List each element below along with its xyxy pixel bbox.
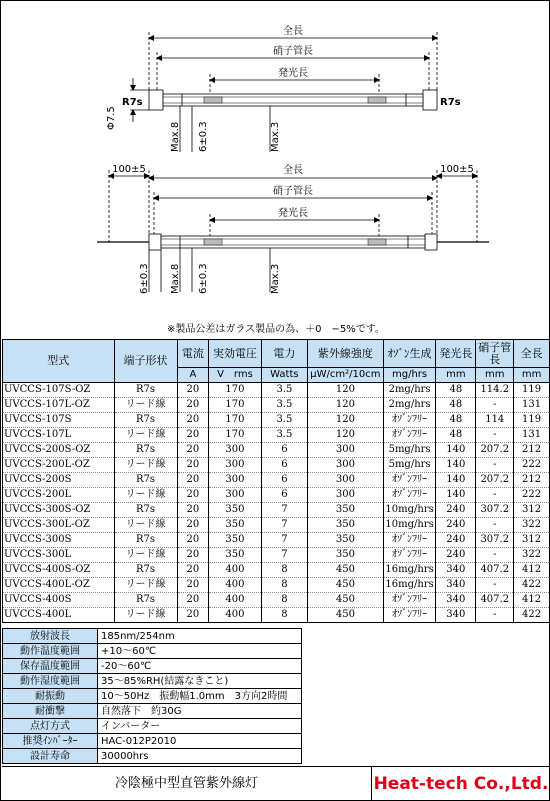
cell-power: 8 (261, 608, 307, 623)
table-row (3, 533, 550, 548)
emission-length-label-top: 発光長 (278, 68, 308, 79)
spec-value: HAC-012P2010 (98, 734, 302, 749)
max3-label-bottom: Max.3 (270, 263, 281, 294)
spec-value: 30000hrs (98, 749, 302, 764)
cell-power: 6 (261, 473, 307, 488)
cell-voltage: 350 (209, 548, 262, 563)
cell-power: 6 (261, 443, 307, 458)
cell-emission-length: 140 (436, 488, 476, 503)
cell-glass-length: 307.2 (476, 533, 514, 548)
cell-current: 20 (177, 473, 209, 488)
spec-label: 推奨ｲﾝﾊﾞｰﾀｰ (3, 734, 98, 749)
lead-left-label: 100±5 (112, 164, 146, 175)
cell-glass-length: 407.2 (476, 593, 514, 608)
cell-terminal: リード線 (114, 488, 177, 503)
cell-terminal: R7s (114, 563, 177, 578)
cell-emission-length: 340 (436, 578, 476, 593)
cell-model: UVCCS-400L-OZ (3, 578, 115, 593)
cell-power: 7 (261, 503, 307, 518)
cell-total-length: 119 (514, 383, 550, 398)
cell-model: UVCCS-300S (3, 533, 115, 548)
cell-model: UVCCS-200L (3, 488, 115, 503)
spec-label: 耐衝撃 (3, 704, 98, 719)
cell-emission-length: 340 (436, 593, 476, 608)
cell-uv-intensity: 120 (308, 413, 384, 428)
cell-voltage: 170 (209, 398, 262, 413)
cell-power: 3.5 (261, 383, 307, 398)
tolerance-label-bottom-b: 6±0.3 (198, 263, 209, 294)
cell-glass-length: 114 (476, 413, 514, 428)
tolerance-note: ※製品公差はガラス製品の為、＋0 −5%です。 (167, 324, 385, 335)
table-row (3, 428, 550, 443)
cell-power: 8 (261, 593, 307, 608)
cell-terminal: リード線 (114, 398, 177, 413)
cell-current: 20 (177, 458, 209, 473)
base-right-label: R7s (440, 97, 461, 108)
cell-total-length: 222 (514, 488, 550, 503)
table-header-row (3, 340, 550, 368)
cell-terminal: リード線 (114, 608, 177, 623)
cell-emission-length: 48 (436, 413, 476, 428)
cell-current: 20 (177, 533, 209, 548)
cell-glass-length: - (476, 428, 514, 443)
table-row (3, 443, 550, 458)
cell-glass-length: 207.2 (476, 443, 514, 458)
cell-current: 20 (177, 578, 209, 593)
cell-power: 6 (261, 458, 307, 473)
cell-voltage: 300 (209, 473, 262, 488)
cell-emission-length: 240 (436, 533, 476, 548)
cell-terminal: R7s (114, 383, 177, 398)
table-row (3, 398, 550, 413)
cell-glass-length: - (476, 548, 514, 563)
cell-emission-length: 140 (436, 473, 476, 488)
cell-total-length: 212 (514, 473, 550, 488)
cell-uv-intensity: 120 (308, 428, 384, 443)
cell-uv-intensity: 350 (308, 533, 384, 548)
cell-uv-intensity: 350 (308, 548, 384, 563)
unit-current: A (177, 368, 209, 383)
cell-total-length: 412 (514, 563, 550, 578)
cell-glass-length: 114.2 (476, 383, 514, 398)
cell-model: UVCCS-107L-OZ (3, 398, 115, 413)
cell-terminal: リード線 (114, 458, 177, 473)
cell-model: UVCCS-400L (3, 608, 115, 623)
cell-voltage: 170 (209, 413, 262, 428)
cell-voltage: 300 (209, 443, 262, 458)
cell-voltage: 350 (209, 518, 262, 533)
max8-label-top: Max.8 (170, 121, 181, 152)
spec-label: 動作湿度範囲 (3, 674, 98, 689)
cell-ozone: ｵｿﾞﾝﾌﾘｰ (383, 593, 436, 608)
cell-voltage: 400 (209, 593, 262, 608)
cell-total-length: 131 (514, 428, 550, 443)
table-row (3, 548, 550, 563)
spec-value: +10〜60℃ (98, 644, 302, 659)
cell-current: 20 (177, 518, 209, 533)
cell-current: 20 (177, 503, 209, 518)
model-spec-table (2, 339, 550, 623)
cell-glass-length: - (476, 518, 514, 533)
cell-ozone: ｵｿﾞﾝﾌﾘｰ (383, 533, 436, 548)
cell-uv-intensity: 120 (308, 383, 384, 398)
glass-length-label-bottom: 硝子管長 (273, 186, 313, 197)
cell-model: UVCCS-300L (3, 548, 115, 563)
spec-value: インバーター (98, 719, 302, 734)
cell-voltage: 170 (209, 428, 262, 443)
lamp-dimension-drawing (2, 2, 550, 322)
cell-ozone: 10mg/hrs (383, 518, 436, 533)
spec-value: 自然落下 約30G (98, 704, 302, 719)
col-header-uv-intensity: 紫外線強度 (308, 340, 384, 368)
spec-row (3, 689, 302, 704)
cell-glass-length: - (476, 608, 514, 623)
unit-ozone: mg/hrs (383, 368, 436, 383)
glass-length-label-top: 硝子管長 (273, 46, 313, 57)
cell-emission-length: 48 (436, 383, 476, 398)
cell-model: UVCCS-107L (3, 428, 115, 443)
cell-total-length: 212 (514, 443, 550, 458)
cell-ozone: ｵｿﾞﾝﾌﾘｰ (383, 473, 436, 488)
spec-row (3, 734, 302, 749)
cell-glass-length: - (476, 458, 514, 473)
unit-power: Watts (261, 368, 307, 383)
product-title: 冷陰極中型直管紫外線灯 (2, 767, 372, 801)
cell-emission-length: 140 (436, 458, 476, 473)
unit-total-length: mm (514, 368, 550, 383)
table-row (3, 563, 550, 578)
col-header-glass-length: 硝子管長 (476, 340, 514, 368)
unit-glass-length: mm (476, 368, 514, 383)
table-row (3, 503, 550, 518)
spec-row (3, 674, 302, 689)
company-logo: Heat-tech Co.,Ltd. (373, 774, 549, 794)
tolerance-label-top: 6±0.3 (198, 121, 209, 152)
col-header-voltage: 実効電圧 (209, 340, 262, 368)
cell-ozone: 5mg/hrs (383, 458, 436, 473)
cell-power: 3.5 (261, 413, 307, 428)
cell-emission-length: 240 (436, 503, 476, 518)
cell-total-length: 322 (514, 548, 550, 563)
cell-ozone: ｵｿﾞﾝﾌﾘｰ (383, 548, 436, 563)
cell-total-length: 131 (514, 398, 550, 413)
cell-terminal: リード線 (114, 428, 177, 443)
cell-uv-intensity: 450 (308, 608, 384, 623)
cell-uv-intensity: 350 (308, 503, 384, 518)
cell-voltage: 300 (209, 458, 262, 473)
cell-current: 20 (177, 413, 209, 428)
cell-terminal: リード線 (114, 518, 177, 533)
lead-right-label: 100±5 (440, 164, 474, 175)
cell-current: 20 (177, 563, 209, 578)
cell-model: UVCCS-107S-OZ (3, 383, 115, 398)
table-row (3, 488, 550, 503)
col-header-ozone: ｵｿﾞﾝ生成 (383, 340, 436, 368)
cell-terminal: R7s (114, 533, 177, 548)
cell-model: UVCCS-200S (3, 473, 115, 488)
cell-terminal: リード線 (114, 578, 177, 593)
cell-emission-length: 240 (436, 518, 476, 533)
cell-power: 6 (261, 488, 307, 503)
cell-voltage: 350 (209, 533, 262, 548)
diameter-label: Φ7.5 (106, 106, 117, 130)
spec-row (3, 659, 302, 674)
cell-uv-intensity: 300 (308, 473, 384, 488)
spec-row (3, 704, 302, 719)
cell-total-length: 119 (514, 413, 550, 428)
cell-model: UVCCS-200L-OZ (3, 458, 115, 473)
cell-power: 7 (261, 518, 307, 533)
col-header-current: 電流 (177, 340, 209, 368)
max3-label-top: Max.3 (270, 121, 281, 152)
cell-ozone: 5mg/hrs (383, 443, 436, 458)
cell-power: 8 (261, 563, 307, 578)
cell-model: UVCCS-400S-OZ (3, 563, 115, 578)
cell-total-length: 322 (514, 518, 550, 533)
table-row (3, 578, 550, 593)
cell-power: 3.5 (261, 428, 307, 443)
cell-uv-intensity: 120 (308, 398, 384, 413)
cell-glass-length: - (476, 488, 514, 503)
cell-emission-length: 48 (436, 398, 476, 413)
cell-total-length: 412 (514, 593, 550, 608)
total-length-label-top: 全長 (283, 26, 303, 37)
cell-emission-length: 340 (436, 608, 476, 623)
cell-uv-intensity: 450 (308, 578, 384, 593)
cell-terminal: R7s (114, 593, 177, 608)
cell-ozone: ｵｿﾞﾝﾌﾘｰ (383, 608, 436, 623)
cell-current: 20 (177, 443, 209, 458)
cell-total-length: 422 (514, 578, 550, 593)
cell-ozone: 10mg/hrs (383, 503, 436, 518)
cell-current: 20 (177, 548, 209, 563)
cell-terminal: R7s (114, 503, 177, 518)
cell-model: UVCCS-400S (3, 593, 115, 608)
table-row (3, 383, 550, 398)
spec-value: 185nm/254nm (98, 629, 302, 644)
col-header-terminal: 端子形状 (114, 340, 177, 383)
cell-ozone: 2mg/hrs (383, 398, 436, 413)
cell-glass-length: - (476, 398, 514, 413)
cell-current: 20 (177, 428, 209, 443)
spec-label: 保存温度範囲 (3, 659, 98, 674)
cell-voltage: 400 (209, 563, 262, 578)
cell-uv-intensity: 300 (308, 443, 384, 458)
spec-label: 設計寿命 (3, 749, 98, 764)
table-row (3, 458, 550, 473)
spec-label: 耐振動 (3, 689, 98, 704)
spec-label: 動作温度範囲 (3, 644, 98, 659)
cell-voltage: 170 (209, 383, 262, 398)
max8-label-bottom: Max.8 (170, 263, 181, 294)
unit-emission-length: mm (436, 368, 476, 383)
cell-emission-length: 140 (436, 443, 476, 458)
cell-uv-intensity: 300 (308, 458, 384, 473)
cell-terminal: リード線 (114, 548, 177, 563)
unit-voltage: V rms (209, 368, 262, 383)
spec-value: -20〜60℃ (98, 659, 302, 674)
cell-total-length: 312 (514, 533, 550, 548)
cell-voltage: 300 (209, 488, 262, 503)
cell-power: 7 (261, 548, 307, 563)
cell-terminal: R7s (114, 413, 177, 428)
cell-ozone: 16mg/hrs (383, 578, 436, 593)
cell-glass-length: 307.2 (476, 503, 514, 518)
cell-voltage: 400 (209, 578, 262, 593)
cell-uv-intensity: 300 (308, 488, 384, 503)
total-length-label-bottom: 全長 (283, 165, 303, 176)
emission-length-label-bottom: 発光長 (278, 208, 308, 219)
cell-total-length: 312 (514, 503, 550, 518)
spec-value: 10〜50Hz 振動幅1.0mm 3方向2時間 (98, 689, 302, 704)
cell-power: 8 (261, 578, 307, 593)
cell-current: 20 (177, 383, 209, 398)
col-header-emission-length: 発光長 (436, 340, 476, 368)
cell-current: 20 (177, 398, 209, 413)
cell-glass-length: - (476, 578, 514, 593)
cell-emission-length: 240 (436, 548, 476, 563)
cell-power: 7 (261, 533, 307, 548)
base-left-label: R7s (122, 97, 143, 108)
spec-row (3, 749, 302, 764)
unit-uv-intensity: μW/cm²/10cm (308, 368, 384, 383)
cell-model: UVCCS-107S (3, 413, 115, 428)
cell-total-length: 422 (514, 608, 550, 623)
table-row (3, 413, 550, 428)
cell-glass-length: 407.2 (476, 563, 514, 578)
spec-value: 35〜85%RH(結露なきこと) (98, 674, 302, 689)
cell-model: UVCCS-300L-OZ (3, 518, 115, 533)
col-header-total-length: 全長 (514, 340, 550, 368)
cell-uv-intensity: 450 (308, 563, 384, 578)
cell-total-length: 222 (514, 458, 550, 473)
table-row (3, 473, 550, 488)
cell-ozone: ｵｿﾞﾝﾌﾘｰ (383, 413, 436, 428)
cell-uv-intensity: 450 (308, 593, 384, 608)
cell-current: 20 (177, 488, 209, 503)
cell-ozone: ｵｿﾞﾝﾌﾘｰ (383, 428, 436, 443)
cell-emission-length: 340 (436, 563, 476, 578)
cell-power: 3.5 (261, 398, 307, 413)
cell-ozone: ｵｿﾞﾝﾌﾘｰ (383, 488, 436, 503)
spec-row (3, 644, 302, 659)
cell-current: 20 (177, 593, 209, 608)
cell-emission-length: 48 (436, 428, 476, 443)
cell-terminal: R7s (114, 473, 177, 488)
cell-terminal: R7s (114, 443, 177, 458)
cell-ozone: 16mg/hrs (383, 563, 436, 578)
table-body (3, 383, 550, 623)
footer (2, 766, 550, 801)
spec-label: 点灯方式 (3, 719, 98, 734)
cell-glass-length: 207.2 (476, 473, 514, 488)
col-header-power: 電力 (261, 340, 307, 368)
cell-voltage: 400 (209, 608, 262, 623)
spec-row (3, 629, 302, 644)
col-header-model: 型式 (3, 340, 115, 383)
cell-uv-intensity: 350 (308, 518, 384, 533)
cell-ozone: 2mg/hrs (383, 383, 436, 398)
cell-current: 20 (177, 608, 209, 623)
cell-model: UVCCS-200S-OZ (3, 443, 115, 458)
table-row (3, 608, 550, 623)
cell-model: UVCCS-300S-OZ (3, 503, 115, 518)
general-spec-table (2, 628, 302, 764)
table-row (3, 593, 550, 608)
table-row (3, 518, 550, 533)
tolerance-label-bottom-a: 6±0.3 (139, 263, 150, 294)
spec-row (3, 719, 302, 734)
spec-label: 放射波長 (3, 629, 98, 644)
cell-voltage: 350 (209, 503, 262, 518)
